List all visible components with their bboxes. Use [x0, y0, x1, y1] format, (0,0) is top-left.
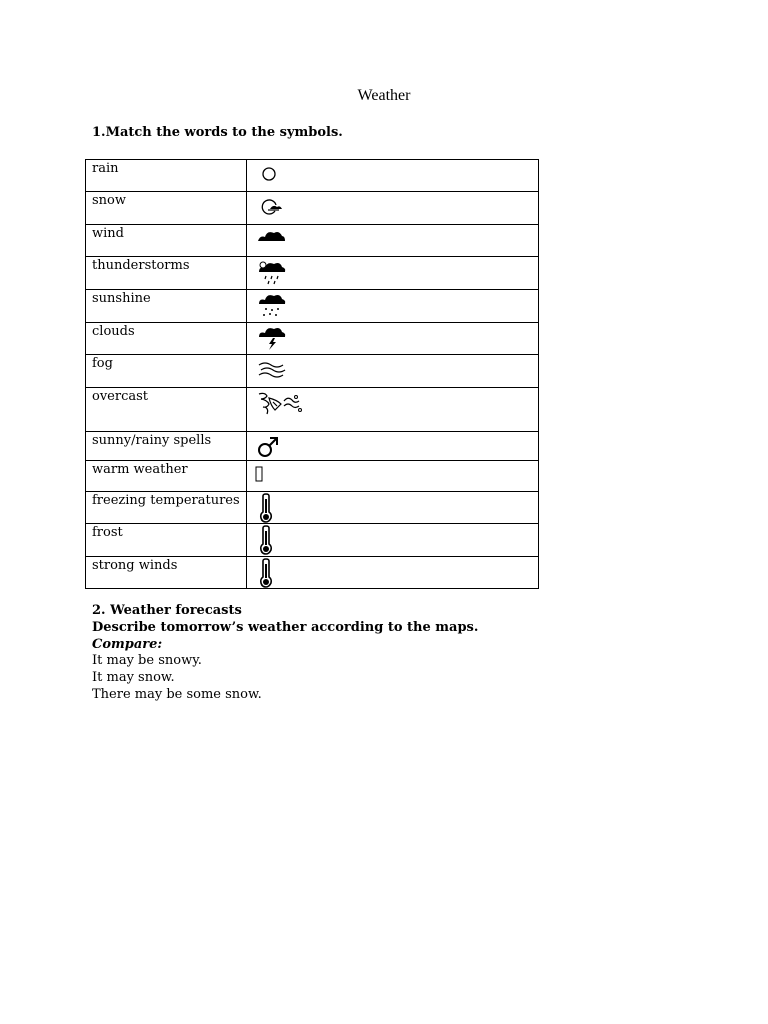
example-sentence: There may be some snow.: [92, 686, 262, 702]
example-sentence: It may snow.: [92, 670, 175, 686]
word-cell: thunderstorms: [86, 257, 247, 290]
symbol-cell: [247, 524, 539, 557]
table-row: [86, 355, 539, 388]
sun-cloud-icon: [257, 194, 287, 224]
word-cell: overcast: [86, 388, 247, 432]
snow-shower-icon: [257, 292, 287, 324]
word-cell: sunshine: [86, 290, 247, 323]
page-title: Weather: [357, 87, 411, 104]
symbol-cell: [247, 492, 539, 524]
exercise1-heading: 1.Match the words to the symbols.: [92, 125, 343, 140]
symbol-cell: [247, 290, 539, 323]
word-cell: frost: [86, 524, 247, 557]
symbol-cell: [247, 225, 539, 257]
table-row: [86, 557, 539, 589]
fog-icon: [257, 357, 287, 387]
table-row: [86, 524, 539, 557]
word-cell: strong winds: [86, 557, 247, 589]
table-row: [86, 225, 539, 257]
word-cell: fog: [86, 355, 247, 388]
matching-table: [85, 159, 539, 589]
word-cell: sunny/rainy spells: [86, 432, 247, 461]
table-row: [86, 461, 539, 492]
symbol-cell: [247, 192, 539, 225]
table-row: [86, 323, 539, 355]
empty-box-icon: [255, 463, 275, 493]
symbol-cell: [247, 323, 539, 355]
word-cell: freezing temperatures: [86, 492, 247, 524]
exercise2-section: [92, 603, 478, 704]
exercise2-heading: 2. Weather forecasts: [92, 603, 242, 618]
sun-icon: [257, 162, 287, 192]
symbol-cell: [247, 257, 539, 290]
thermometer-icon: [257, 525, 277, 559]
table-row: [86, 492, 539, 524]
example-sentence: It may be snowy.: [92, 653, 202, 669]
word-cell: rain: [86, 160, 247, 192]
thermometer-icon: [257, 558, 277, 592]
cloud-icon: [257, 227, 287, 253]
table-row: [86, 192, 539, 225]
table-row: [86, 160, 539, 192]
table-row: [86, 432, 539, 461]
symbol-cell: [247, 432, 539, 461]
word-cell: clouds: [86, 323, 247, 355]
rain-shower-icon: [257, 259, 287, 291]
word-cell: warm weather: [86, 461, 247, 492]
exercise2-instruction: Describe tomorrow’s weather according to the maps.: [92, 619, 479, 635]
symbol-cell: [247, 388, 539, 432]
symbol-cell: [247, 461, 539, 492]
table-row: [86, 388, 539, 432]
table-row: [86, 290, 539, 323]
compare-label: Compare:: [92, 636, 163, 652]
word-cell: snow: [86, 192, 247, 225]
table-row: [86, 257, 539, 290]
word-cell: wind: [86, 225, 247, 257]
strong-wind-icon: [257, 390, 305, 424]
symbol-cell: [247, 557, 539, 589]
symbol-cell: [247, 160, 539, 192]
thermometer-icon: [257, 493, 277, 527]
symbol-cell: [247, 355, 539, 388]
mars-symbol-icon: [257, 434, 287, 464]
thunder-cloud-icon: [257, 325, 287, 357]
